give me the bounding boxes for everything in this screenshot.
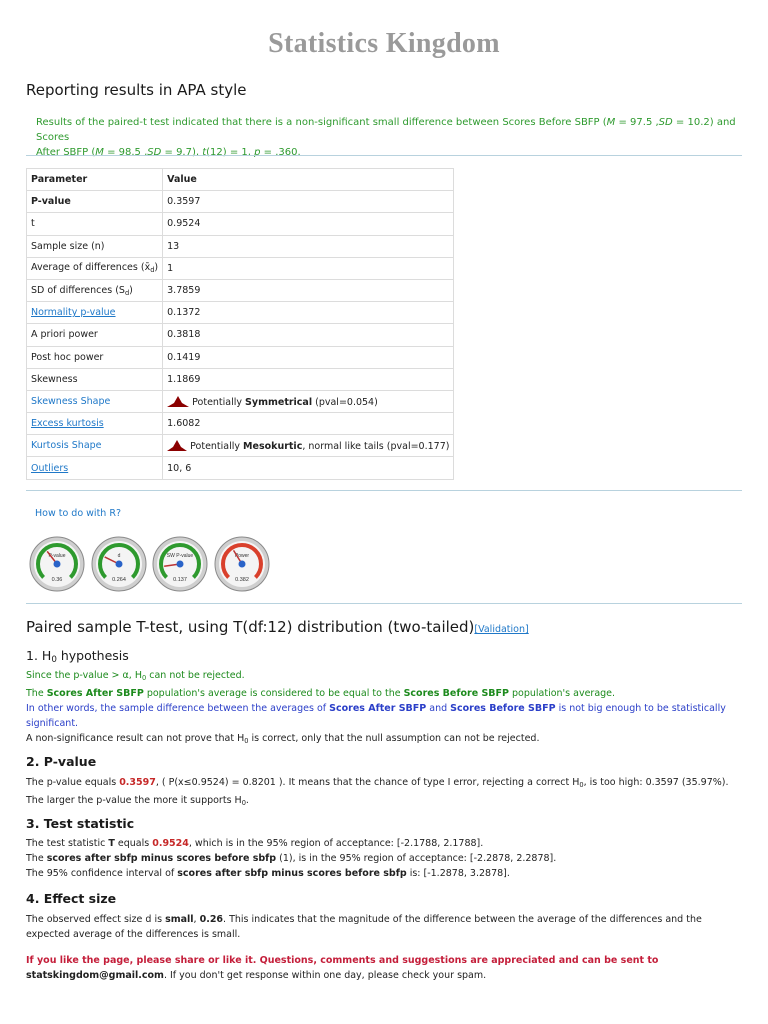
distribution-shape-icon <box>167 395 189 407</box>
row-value-normality: 0.1372 <box>163 302 454 324</box>
row-value-skewness-shape: Potentially Symmetrical (pval=0.054) <box>163 390 454 412</box>
table-row <box>27 457 454 479</box>
apa-report-text: Results of the paired-t test indicated that there is a non-significant small difference between Scores Before SBFP (M = 97.5 ,SD = 10.2) and Scores After SBFP (M = 98.5 ,SD = 9.7), t(12) = 1, p = .360. <box>36 117 736 158</box>
row-value-excess-kurtosis: 1.6082 <box>163 413 454 435</box>
row-value-apriori-power: 0.3818 <box>163 324 454 346</box>
normality-link[interactable]: Normality p-value <box>31 307 116 319</box>
row-label-apriori-power: A priori power <box>27 324 163 346</box>
gauge-label: Power <box>234 553 250 559</box>
row-value-t: 0.9524 <box>163 213 454 235</box>
h0-section <box>26 668 742 749</box>
gauge-hub <box>177 561 184 568</box>
effect-size-heading: 4. Effect size <box>26 891 117 906</box>
gauge-hub <box>116 561 123 568</box>
test-statistic-heading: 3. Test statistic <box>26 816 135 831</box>
test-statistic-text <box>26 836 742 881</box>
row-label-sd-diff: SD of differences $(S_d)$ <box>27 279 163 301</box>
divider <box>26 155 742 156</box>
gauge-label: d <box>117 553 121 559</box>
power-gauge <box>214 536 270 592</box>
footer-warning: If you like the page, please share or like it. Questions, comments and suggestions are appreciated and can be sent to <box>26 955 659 966</box>
footer-note <box>26 953 742 983</box>
gauge-hub <box>239 561 246 568</box>
h0-line-3: In other words, the sample difference between the averages of Scores After SBFP and Scores Before SBFP is not big enough to be statistically significant. <box>26 703 726 729</box>
outliers-link[interactable]: Outliers <box>31 462 69 474</box>
row-label-t: t <box>27 213 163 235</box>
pvalue-gauge <box>29 536 85 592</box>
table-row <box>27 213 454 235</box>
row-value-sample-size: 13 <box>163 235 454 257</box>
stat-line-1: The test statistic T equals 0.9524, which is in the 95% region of acceptance: [-2.1788, 2.1788]. <box>26 838 484 849</box>
row-label-sample-size: Sample size (n) <box>27 235 163 257</box>
row-label-normality <box>27 302 163 324</box>
h0-line-1: Since the p-value > α, $H_0$ can not be rejected. <box>26 670 245 682</box>
h0-line-4: A non-significance result can not prove that $H_0$ is correct, only that the null assumption can not be rejected. <box>26 733 540 745</box>
header-value: Value <box>163 169 454 191</box>
row-label-kurtosis-shape <box>27 435 163 457</box>
footer-contact: statskingdom@gmail.com. If you don't get response within one day, please check your spam. <box>26 970 487 981</box>
pvalue-heading: 2. P-value <box>26 754 97 769</box>
skewness-shape-link[interactable]: Skewness Shape <box>31 395 111 407</box>
row-value-outliers: 10, 6 <box>163 457 454 479</box>
table-row <box>27 413 454 435</box>
kurtosis-shape-link[interactable]: Kurtosis Shape <box>31 440 102 452</box>
site-title[interactable]: Statistics Kingdom <box>268 28 500 59</box>
row-label-skewness: Skewness <box>27 368 163 390</box>
gauge-value: 0.264 <box>112 577 126 583</box>
row-label-pvalue: P-value <box>27 191 163 213</box>
table-row <box>27 279 454 301</box>
excess-kurtosis-link[interactable]: Excess kurtosis <box>31 418 104 430</box>
sw-pvalue-gauge <box>152 536 208 592</box>
gauge-value: 0.137 <box>173 577 187 583</box>
table-row <box>27 257 454 279</box>
gauge-value: 0.36 <box>51 577 63 583</box>
row-label-outliers <box>27 457 163 479</box>
test-heading: Paired sample T-test, using T(df:12) distribution (two-tailed)[Validation] <box>26 618 529 636</box>
gauge-hub <box>54 561 61 568</box>
row-value-posthoc-power: 0.1419 <box>163 346 454 368</box>
validation-link[interactable]: [Validation] <box>474 624 529 635</box>
row-value-sd-diff: 3.7859 <box>163 279 454 301</box>
row-value-avg-diff: 1 <box>163 257 454 279</box>
gauge-value: 0.382 <box>235 577 249 583</box>
row-label-skewness-shape <box>27 390 163 412</box>
table-row <box>27 302 454 324</box>
gauge-label: SW P-value <box>166 553 194 559</box>
row-value-kurtosis-shape: Potentially Mesokurtic, normal like tails (pval=0.177) <box>163 435 454 457</box>
divider <box>26 490 742 491</box>
table-row <box>27 435 454 457</box>
row-value-pvalue: 0.3597 <box>163 191 454 213</box>
effect-size-gauge <box>91 536 147 592</box>
table-row <box>27 235 454 257</box>
gauge-label: P-value <box>48 553 66 559</box>
stat-line-3: The 95% confidence interval of scores after sbfp minus scores before sbfp is: [-1.2878, 3.2878]. <box>26 868 510 879</box>
stat-line-2: The scores after sbfp minus scores before sbfp (1), is in the 95% region of acceptance: [-2.2878, 2.2878]. <box>26 853 557 864</box>
distribution-shape-icon <box>167 439 187 451</box>
apa-heading: Reporting results in APA style <box>26 81 247 99</box>
table-header-row <box>27 169 454 191</box>
table-row <box>27 346 454 368</box>
how-to-r-link[interactable]: How to do with R? <box>35 508 121 519</box>
table-row <box>27 390 454 412</box>
results-table <box>26 168 454 480</box>
pvalue-text: The p-value equals 0.3597, ( P(x≤0.9524) = 0.8201 ). It means that the chance of type I error, rejecting a correct $H_0$, is too high: 0.3597 (35.97%). The larger the p-value the more it supports $H_0$. <box>26 777 729 807</box>
table-row <box>27 191 454 213</box>
row-label-posthoc-power: Post hoc power <box>27 346 163 368</box>
effect-size-text: The observed effect size d is small, 0.26. This indicates that the magnitude of the difference between the average of the differences and the expected average of the differences is small. <box>26 914 702 940</box>
h0-heading: 1. $H_0$ hypothesis <box>26 648 129 665</box>
h0-line-2: The Scores After SBFP population's average is considered to be equal to the Scores Before SBFP population's average. <box>26 688 616 699</box>
row-label-avg-diff: Average of differences $(x̄_d)$ <box>27 257 163 279</box>
row-value-skewness: 1.1869 <box>163 368 454 390</box>
header-parameter: Parameter <box>27 169 163 191</box>
table-row <box>27 324 454 346</box>
row-label-excess-kurtosis <box>27 413 163 435</box>
table-row <box>27 368 454 390</box>
divider <box>26 603 742 604</box>
contact-email[interactable]: statskingdom@gmail.com <box>26 970 164 981</box>
